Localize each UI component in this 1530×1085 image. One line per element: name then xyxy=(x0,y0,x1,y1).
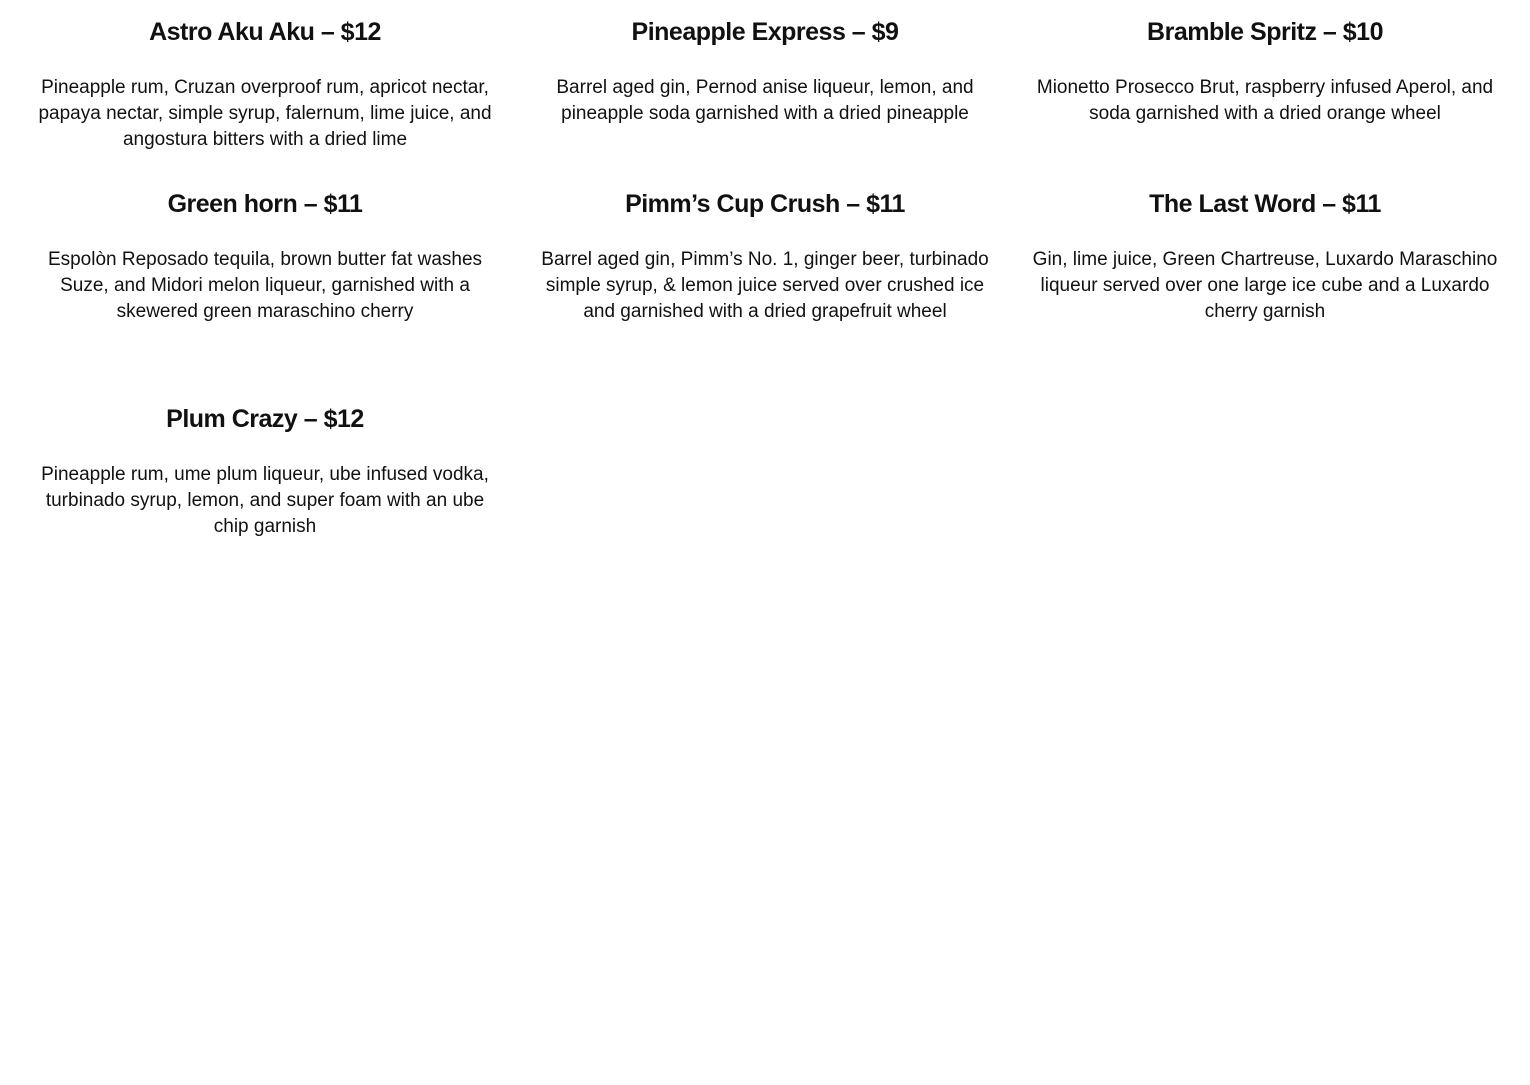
menu-item-title: Pimm’s Cup Crush – $11 xyxy=(625,190,905,218)
menu-item-description: Gin, lime juice, Green Chartreuse, Luxardo Maraschino liqueur served over one large ice cube and a Luxardo cherry garnish xyxy=(1032,249,1498,322)
menu-item-green-horn xyxy=(25,172,505,387)
menu-row xyxy=(25,387,1505,567)
menu-item-description: Mionetto Prosecco Brut, raspberry infused Aperol, and soda garnished with a dried orange wheel xyxy=(1036,77,1494,124)
menu-item-pineapple-express xyxy=(525,0,1005,170)
menu-item-title: Astro Aku Aku – $12 xyxy=(149,18,381,46)
menu-item-title: Pineapple Express – $9 xyxy=(631,18,899,46)
menu-item-description: Pineapple rum, ume plum liqueur, ube infused vodka, turbinado syrup, lemon, and super foam with an ube chip garnish xyxy=(41,464,489,537)
menu-item-title: Plum Crazy – $12 xyxy=(166,405,364,433)
menu-item-title: Bramble Spritz – $10 xyxy=(1147,18,1383,46)
menu-item-title: Green horn – $11 xyxy=(167,190,363,218)
menu-item-pimms-cup-crush xyxy=(525,172,1005,387)
menu-item-empty-slot xyxy=(1025,387,1505,567)
menu-item-description: Barrel aged gin, Pernod anise liqueur, lemon, and pineapple soda garnished with a dried pineapple xyxy=(556,77,974,124)
menu-row xyxy=(25,170,1505,387)
cocktail-menu xyxy=(25,0,1505,567)
menu-item-description: Espolòn Reposado tequila, brown butter fat washes Suze, and Midori melon liqueur, garnished with a skewered green maraschino cherry xyxy=(47,249,483,322)
menu-item-description: Barrel aged gin, Pimm’s No. 1, ginger beer, turbinado simple syrup, & lemon juice served over crushed ice and garnished with a dried grapefruit wheel xyxy=(541,249,989,322)
menu-item-bramble-spritz xyxy=(1025,0,1505,170)
menu-item-empty-slot xyxy=(525,387,1005,567)
menu-item-plum-crazy xyxy=(25,387,505,567)
menu-item-the-last-word xyxy=(1025,172,1505,387)
menu-item-description: Pineapple rum, Cruzan overproof rum, apricot nectar, papaya nectar, simple syrup, falernum, lime juice, and angostura bitters with a dried lime xyxy=(38,77,492,150)
menu-row xyxy=(25,0,1505,170)
menu-item-title: The Last Word – $11 xyxy=(1149,190,1381,218)
menu-item-astro-aku-aku xyxy=(25,0,505,170)
